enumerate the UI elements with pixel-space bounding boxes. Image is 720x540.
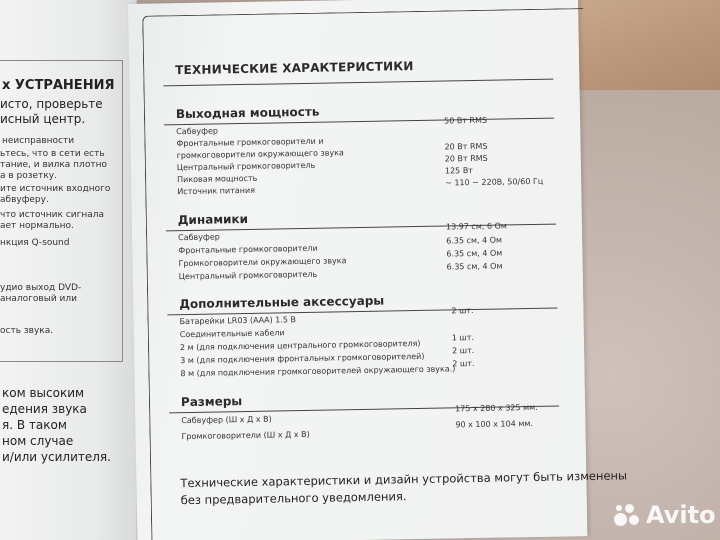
spec-value: ~ 110 ~ 220В, 50/60 Гц [445,176,544,188]
spec-label: Источник питания [177,185,256,197]
spec-label: Центральный громкоговоритель [178,269,318,282]
spec-label: Пиковая мощность [176,173,258,185]
left-page [0,0,137,540]
left-page-table-line: удио выход DVD- [0,283,82,293]
right-page [128,0,628,540]
left-page-bottom-line: ком высоким [2,386,85,400]
footer-note-line: без предварительного уведомления. [180,489,407,508]
spec-label: Центральный громкоговоритель [176,160,316,173]
spec-value: 6.35 см, 4 Ом [446,235,503,246]
section-heading: Дополнительные аксессуары [179,293,385,312]
left-page-table-line: ость звука. [0,326,54,336]
spec-value: 2 шт. [451,306,474,316]
spec-label: 2 м (для подключения центрального громкоговорителя) [179,338,421,353]
left-page-table-line: тание, и вилка плотно [0,160,107,170]
spec-value: 50 Вт RMS [444,115,488,126]
spec-value: 20 Вт RMS [444,141,488,152]
spec-label: Батарейки LR03 (ААА) 1.5 В [179,315,297,327]
spec-label: Сабвуфер [178,232,220,243]
spec-value: 2 шт. [452,359,475,369]
spec-value: 125 Вт [444,166,474,176]
spec-label: Фронтальные громкоговорители и [176,136,324,149]
spec-label: Громкоговорители окружающего звука [178,256,347,269]
spec-label: Фронтальные громкоговорители [178,243,318,256]
section-heading: Динамики [177,211,249,228]
left-page-table-line: абвуферу. [0,195,49,205]
left-page-table-line: ьтесь, что в сети есть [0,149,105,159]
left-page-table-line: ает нормально. [0,221,74,231]
left-page-bottom-line: ном случае [2,434,74,448]
left-page-bottom-line: едения звука [2,402,87,416]
spec-value: 90 х 100 х 104 мм. [455,418,533,430]
spec-value: 13.97 см, 6 Ом [445,221,507,232]
left-page-table-line: аналоговый или [0,294,77,304]
section-heading: Размеры [180,394,243,410]
spec-value: 2 шт. [452,346,475,356]
left-page-table-line: а в розетку. [0,171,57,181]
avito-watermark [612,500,716,530]
spec-label: Громкоговорители (Ш х Д х В) [181,429,310,442]
left-page-table-header: неисправности [2,136,75,146]
page-title: ТЕХНИЧЕСКИЕ ХАРАКТЕРИСТИКИ [175,59,414,78]
left-page-table-line: ите источник входного [0,184,111,194]
spec-value: 175 х 280 х 325 мм. [455,402,538,414]
spec-label: громкоговорители окружающего звука [176,148,344,161]
left-page-table-line: нкция Q-sound [0,238,70,248]
spec-value: 1 шт. [451,333,475,343]
spec-label: 3 м (для подключения фронтальных громкоговорителей) [180,351,425,366]
avito-watermark-text: Avito [646,501,716,529]
spec-label: Сабвуфер (Ш х Д х В) [181,414,272,426]
spec-value: 6.35 см, 4 Ом [446,261,503,272]
left-page-line: исный центр. [0,112,86,126]
footer-note-line: Технические характеристики и дизайн устройства могут быть изменены [180,468,628,491]
avito-logo-icon [612,502,642,528]
section-heading: Выходная мощность [175,104,320,122]
spec-label: 8 м (для подключения громкоговорителей окружающего звука.) [180,364,456,379]
left-page-bottom-line: я. В таком [2,418,67,432]
left-page-table-line: что источник сигнала [0,210,105,220]
spec-label: Соединительные кабели [179,328,285,340]
left-page-bottom-line: и/или усилителя. [2,450,111,464]
spec-value: 20 Вт RMS [444,153,488,164]
spec-value: 6.35 см, 4 Ом [446,248,503,259]
left-page-line: исто, проверьте [0,97,103,111]
left-page-heading: х УСТРАНЕНИЯ [2,78,115,93]
spec-label: Сабвуфер [176,126,219,137]
